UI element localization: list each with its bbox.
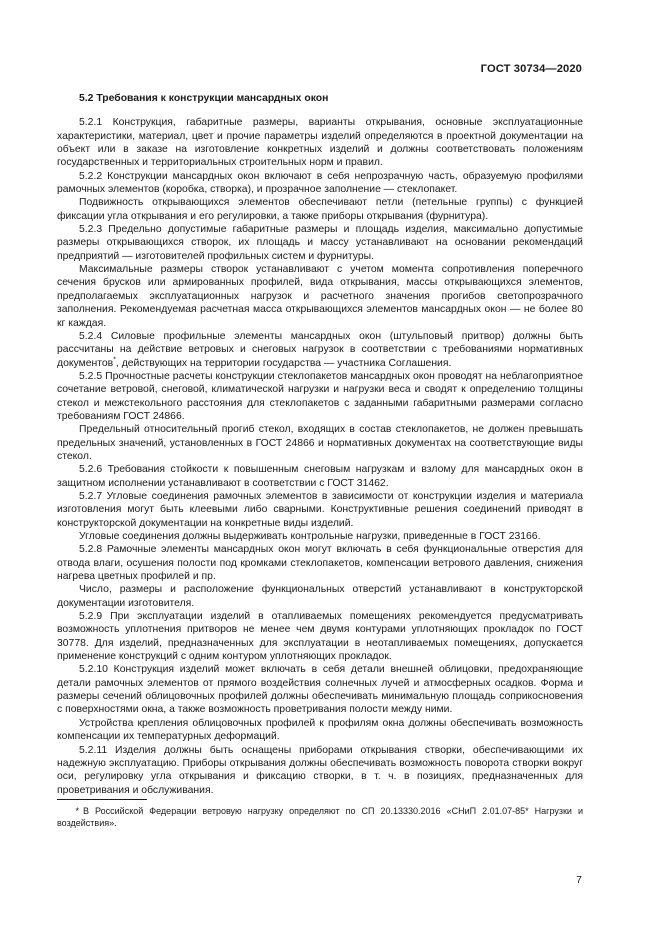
paragraph-text: 5.2.11 Изделия должны быть оснащены приборами открывания створки, обеспечивающими их надежную эксплуатацию. Приборы открывания должны обеспечивать возможность поворота створки вокруг оси, регулировку угла открывания и фиксацию створки, в т. ч. в позициях, предназначенных для проветривания и обслуживания. bbox=[57, 744, 583, 796]
paragraph-text: 5.2.7 Угловые соединения рамочных элементов в зависимости от конструкции изделия и материала изготовления могут быть клеевыми либо сварными. Конструктивные решения соединений приводят в конструкторской документации на конкретные виды изделий. bbox=[57, 490, 583, 529]
paragraph-list bbox=[57, 116, 583, 797]
paragraph bbox=[57, 263, 583, 330]
paragraph bbox=[57, 116, 583, 169]
paragraph-text: Угловые соединения должны выдерживать контрольные нагрузки, приведенные в ГОСТ 23166. bbox=[79, 531, 541, 542]
paragraph bbox=[57, 370, 583, 423]
paragraph-text: 5.2.3 Предельно допустимые габаритные размеры и площадь изделия, максимально допустимые размеры открывающихся створок, их площадь и массу устанавливают на основании рекомендаций предприятий — изготовителей профильных систем и фурнитуры. bbox=[57, 224, 583, 262]
paragraph-text: , действующих на территории государства — участника Соглашения. bbox=[115, 357, 452, 369]
paragraph-text: Подвижность открывающихся элементов обеспечивают петли (петельные группы) с функцией фиксации угла открывания и его регулировки, а также приборы открывания (фурнитура). bbox=[57, 197, 583, 222]
document-code: ГОСТ 30734—2020 bbox=[480, 63, 582, 75]
paragraph bbox=[57, 663, 583, 716]
paragraph-text: 5.2.2 Конструкции мансардных окон включают в себя непрозрачную часть, образуемую профилями рамочных элементов (коробка, створка), и прозрачное заполнение — стеклопакет. bbox=[57, 170, 583, 196]
paragraph bbox=[57, 530, 583, 543]
page-number: 7 bbox=[576, 874, 582, 886]
paragraph-text: 5.2.1 Конструкция, габаритные размеры, варианты открывания, основные эксплуатационные характеристики, материал, цвет и прочие параметры изделий определяются в проектной документации на объект или в заказе на изготовление конкретных изделий и должны соответствовать положениям государственных и территориальных строительных норм и правил. bbox=[57, 117, 583, 169]
footnote-text: В Российской Федерации ветровую нагрузку определяют по СП 20.13330.2016 «СНиП 2.01.07-85* Нагрузки и воздействия». bbox=[57, 806, 583, 829]
footnote bbox=[57, 805, 583, 830]
paragraph bbox=[57, 717, 583, 744]
paragraph-text: Число, размеры и расположение функциональных отверстий устанавливают в конструкторской документации изготовителя. bbox=[57, 584, 583, 609]
paragraph bbox=[57, 196, 583, 223]
paragraph-text: Максимальные размеры створок устанавливают с учетом момента сопротивления поперечного сечения брусков или армированных профилей, вида открывания, массы открывающихся элементов, предполагаемых эксплуатационных нагрузок и расчетного значения прогибов светопрозрачного заполнения. Рекомендуемая расчетная масса открывающихся элементов мансардных окон — не более 80 кг каждая. bbox=[57, 264, 583, 329]
paragraph-text: Устройства крепления облицовочных профилей к профилям окна должны обеспечивать возможность компенсации их температурных деформаций. bbox=[57, 717, 583, 743]
paragraph-text: Предельный относительный прогиб стекол, входящих в состав стеклопакетов, не должен превышать предельных значений, установленных в ГОСТ 24866 и нормативных документах на соответствующие виды стекол. bbox=[57, 424, 583, 462]
section-title: 5.2 Требования к конструкции мансардных окон bbox=[79, 93, 329, 104]
main-content bbox=[57, 92, 583, 797]
paragraph bbox=[57, 490, 583, 530]
paragraph bbox=[57, 223, 583, 263]
footnote-divider bbox=[57, 799, 147, 800]
paragraph-text: 5.2.9 При эксплуатации изделий в отапливаемых помещениях рекомендуется предусматривать возможность уплотнения притворов не менее чем двумя контурами уплотняющих прокладок по ГОСТ 30778. Для изделий, предназначенных для эксплуатации в неотапливаемых помещениях, допускается применение конструкций с одним контуром уплотняющих прокладок. bbox=[57, 611, 583, 663]
footnote-mark: * bbox=[75, 806, 79, 816]
paragraph-text: 5.2.10 Конструкция изделий может включать в себя детали внешней облицовки, предохраняющие детали рамочных элементов от прямого воздействия солнечных лучей и атмосферных осадков. Форма и размеры сечений облицовочных профилей должны обеспечивать минимальную площадь соприкосновения с поверхностями окна, а также возможность проветривания полости между ними. bbox=[57, 664, 583, 716]
paragraph-text: 5.2.4 Силовые профильные элементы мансардных окон (штульповый притвор) должны быть рассчитаны на действие ветровых и снеговых нагрузок в соответствии с требованиями нормативных документов bbox=[57, 330, 583, 369]
paragraph-text: 5.2.8 Рамочные элементы мансардных окон могут включать в себя функциональные отверстия для отвода влаги, осушения полости под кромками стеклопакетов, компенсации ветрового давления, снижения нагрева цветных профилей и пр. bbox=[57, 544, 583, 583]
paragraph bbox=[57, 170, 583, 197]
paragraph bbox=[57, 330, 583, 370]
paragraph-text: 5.2.6 Требования стойкости к повышенным снеговым нагрузкам и взлому для мансардных окон в защитном исполнении устанавливают в соответствии с ГОСТ 31462. bbox=[57, 464, 583, 489]
paragraph bbox=[57, 463, 583, 490]
footnote-reference: * bbox=[113, 356, 116, 364]
paragraph bbox=[57, 744, 583, 797]
paragraph bbox=[57, 543, 583, 583]
paragraph bbox=[57, 610, 583, 663]
paragraph bbox=[57, 583, 583, 610]
paragraph bbox=[57, 423, 583, 463]
paragraph-text: 5.2.5 Прочностные расчеты конструкции стеклопакетов мансардных окон проводят на неблагоприятное сочетание ветровой, снеговой, климатической нагрузки и нагрузки веса и сводят к определению толщины стекол и межстекольного расстояния для стеклопакетов с заданными габаритными размерами согласно требованиям ГОСТ 24866. bbox=[57, 370, 583, 422]
